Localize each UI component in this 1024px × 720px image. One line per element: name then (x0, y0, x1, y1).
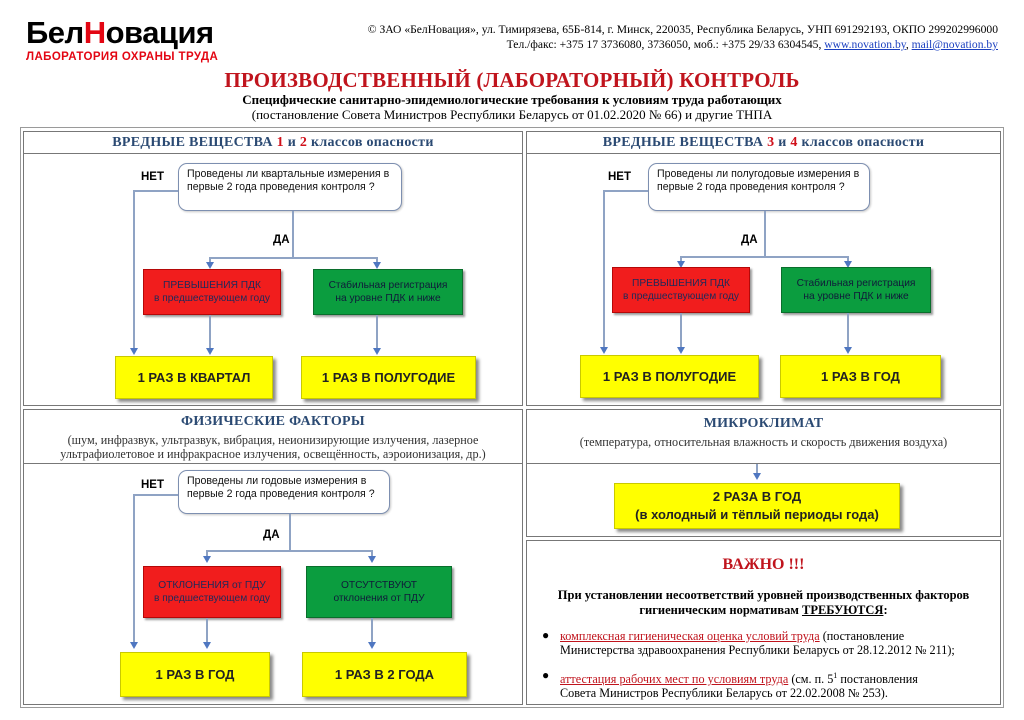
section-hazard-34-title (526, 135, 1001, 151)
arrow-down-icon (753, 473, 761, 480)
stable-box (781, 267, 931, 313)
box-line: в предшествующем году (622, 291, 740, 302)
phone-text: Тел./факс: +375 17 3736080, 3736050, моб.: +375 29/33 6304545, (506, 38, 825, 51)
text-part: Министерства здравоохранения Республики Беларусь от 28.12.2012 № 211); (560, 643, 955, 657)
connector-line (206, 550, 373, 552)
box-line: в предшествующем году (153, 593, 271, 604)
no-label: НЕТ (141, 479, 164, 491)
important-text (526, 588, 1001, 618)
question-bubble: Проведены ли годовые измерения в первые 2 года проведения контроля ? (178, 470, 390, 514)
no-label: НЕТ (608, 171, 631, 183)
result-yearly: 1 РАЗ В ГОД (120, 652, 270, 697)
title-part: классов опасности (307, 135, 434, 150)
bullet-icon: ● (542, 628, 550, 642)
box-line: на уровне ПДК и ниже (335, 293, 441, 304)
question-bubble: Проведены ли квартальные измерения в первые 2 года проведения контроля ? (178, 163, 402, 211)
yes-label: ДА (263, 529, 280, 541)
connector-line (206, 618, 208, 642)
title-part: ВРЕДНЫЕ ВЕЩЕСТВА (112, 135, 277, 150)
title-part: и (774, 135, 791, 150)
assessment-link[interactable]: комплексная гигиеническая оценка условий труда (560, 629, 820, 643)
arrow-down-icon (206, 262, 214, 269)
section-physical-desc (23, 433, 523, 461)
stable-box (313, 269, 463, 315)
title-part: ВРЕДНЫЕ ВЕЩЕСТВА (602, 135, 768, 150)
result-half-year: 1 РАЗ В ПОЛУГОДИЕ (301, 356, 476, 399)
result-yearly: 1 РАЗ В ГОД (780, 355, 941, 398)
text-part: : (883, 603, 888, 617)
connector-line (603, 190, 648, 192)
desc-line: (шум, инфразвук, ультразвук, вибрация, неионизирующие излучения, лазерное (67, 433, 479, 447)
text-part: (см. п. 5 (788, 672, 834, 687)
arrow-down-icon (368, 642, 376, 649)
logo-text-3: овация (105, 15, 214, 50)
result-two-years: 1 РАЗ В 2 ГОДА (302, 652, 467, 697)
connector-line (292, 211, 294, 259)
connector-line (847, 313, 849, 347)
page-title: ПРОИЗВОДСТВЕННЫЙ (ЛАБОРАТОРНЫЙ) КОНТРОЛЬ (224, 68, 800, 92)
box-line: ОТСУТСТВУЮТ (341, 580, 417, 591)
contacts-line-2: Тел./факс: +375 17 3736080, 3736050, моб.: +375 29/33 6304545, www.novation.by, mail@novation.by (506, 38, 998, 51)
text-part: Совета Министров Республики Беларусь от 22.02.2008 № 253). (560, 686, 888, 701)
connector-line (289, 514, 291, 552)
connector-line (209, 315, 211, 348)
title-part: классов опасности (797, 135, 925, 150)
box-line: ПРЕВЫШЕНИЯ ПДК (632, 278, 730, 289)
arrow-down-icon (203, 556, 211, 563)
connector-line (680, 256, 849, 258)
certification-link[interactable]: аттестация рабочих мест по условиям труда (560, 672, 789, 687)
class-number: 1 (276, 135, 284, 150)
connector-line (376, 315, 378, 348)
connector-line (756, 464, 758, 473)
arrow-down-icon (844, 347, 852, 354)
title-part: и (283, 135, 300, 150)
class-number: 4 (790, 135, 798, 150)
arrow-down-icon (677, 347, 685, 354)
box-line: Стабильная регистрация (328, 280, 448, 291)
bullet-item-2 (560, 669, 990, 700)
required-word: ТРЕБУЮТСЯ (801, 603, 884, 617)
text-part: (постановление (819, 629, 905, 643)
connector-line (603, 190, 605, 347)
contacts (368, 22, 998, 52)
result-quarterly: 1 РАЗ В КВАРТАЛ (115, 356, 273, 399)
arrow-down-icon (368, 556, 376, 563)
page-subtitle: Специфические санитарно-эпидемиологические требования к условиям труда работающих (242, 92, 782, 107)
deviation-box (143, 566, 281, 618)
yes-label: ДА (273, 234, 290, 246)
yes-label: ДА (741, 234, 758, 246)
result-line: (в холодный и тёплый периоды года) (635, 507, 879, 522)
arrow-down-icon (203, 642, 211, 649)
superscript: 1 (833, 671, 838, 680)
email-link[interactable]: mail@novation.by (911, 38, 998, 51)
desc-line: ультрафиолетовое и инфракрасное излучения, освещённость, аэроионизация, др.) (60, 447, 486, 461)
important-title: ВАЖНО !!! (722, 556, 805, 573)
no-label: НЕТ (141, 171, 164, 183)
exceeded-box (612, 267, 750, 313)
arrow-down-icon (600, 347, 608, 354)
section-microclimate-title: МИКРОКЛИМАТ (703, 416, 824, 431)
no-deviation-box (306, 566, 452, 618)
text-part: постановления (837, 672, 918, 687)
section-hazard-12-title (23, 135, 523, 151)
box-line: ПРЕВЫШЕНИЯ ПДК (163, 280, 261, 291)
arrow-down-icon (130, 642, 138, 649)
bullet-icon: ● (542, 668, 550, 682)
result-line: 2 РАЗА В ГОД (712, 489, 802, 504)
bullet-item-1 (560, 629, 990, 657)
logo-text-2: Н (83, 15, 106, 50)
text-part: гигиеническим нормативам (639, 603, 802, 617)
connector-line (133, 190, 178, 192)
logo-subtitle: ЛАБОРАТОРИЯ ОХРАНЫ ТРУДА (26, 51, 219, 63)
important-line: При установлении несоответствий уровней производственных факторов (557, 588, 970, 602)
arrow-down-icon (373, 262, 381, 269)
contacts-line-1: © ЗАО «БелНовация», ул. Тимирязева, 65Б-814, г. Минск, 220035, Республика Беларусь, УНП 691292193, ОКПО 299202996000 (367, 23, 998, 36)
connector-line (764, 211, 766, 258)
section-physical-title: ФИЗИЧЕСКИЕ ФАКТОРЫ (181, 414, 365, 429)
connector-line (133, 494, 135, 642)
class-number: 2 (299, 135, 308, 150)
company-logo (26, 16, 214, 50)
section-microclimate-desc: (температура, относительная влажность и скорость движения воздуха) (579, 435, 948, 449)
arrow-down-icon (206, 348, 214, 355)
connector-line (209, 257, 378, 259)
box-line: отклонения от ПДУ (333, 593, 425, 604)
arrow-down-icon (130, 348, 138, 355)
connector-line (371, 618, 373, 642)
class-number: 3 (767, 135, 775, 150)
box-line: ОТКЛОНЕНИЯ от ПДУ (158, 580, 266, 591)
important-line (526, 603, 1001, 618)
page-subtitle-2: (постановление Совета Министров Республики Беларусь от 01.02.2020 № 66) и другие ТНПА (251, 107, 773, 122)
logo-text-1: Бел (26, 15, 84, 50)
box-line: в предшествующем году (153, 293, 271, 304)
connector-line (133, 494, 178, 496)
result-twice-yearly (614, 483, 900, 529)
arrow-down-icon (373, 348, 381, 355)
question-bubble: Проведены ли полугодовые измерения в первые 2 года проведения контроля ? (648, 163, 870, 211)
website-link[interactable]: www.novation.by (824, 38, 906, 51)
exceeded-box (143, 269, 281, 315)
box-line: Стабильная регистрация (796, 278, 916, 289)
connector-line (680, 313, 682, 347)
result-half-year: 1 РАЗ В ПОЛУГОДИЕ (580, 355, 759, 398)
box-line: на уровне ПДК и ниже (803, 291, 909, 302)
connector-line (133, 190, 135, 348)
